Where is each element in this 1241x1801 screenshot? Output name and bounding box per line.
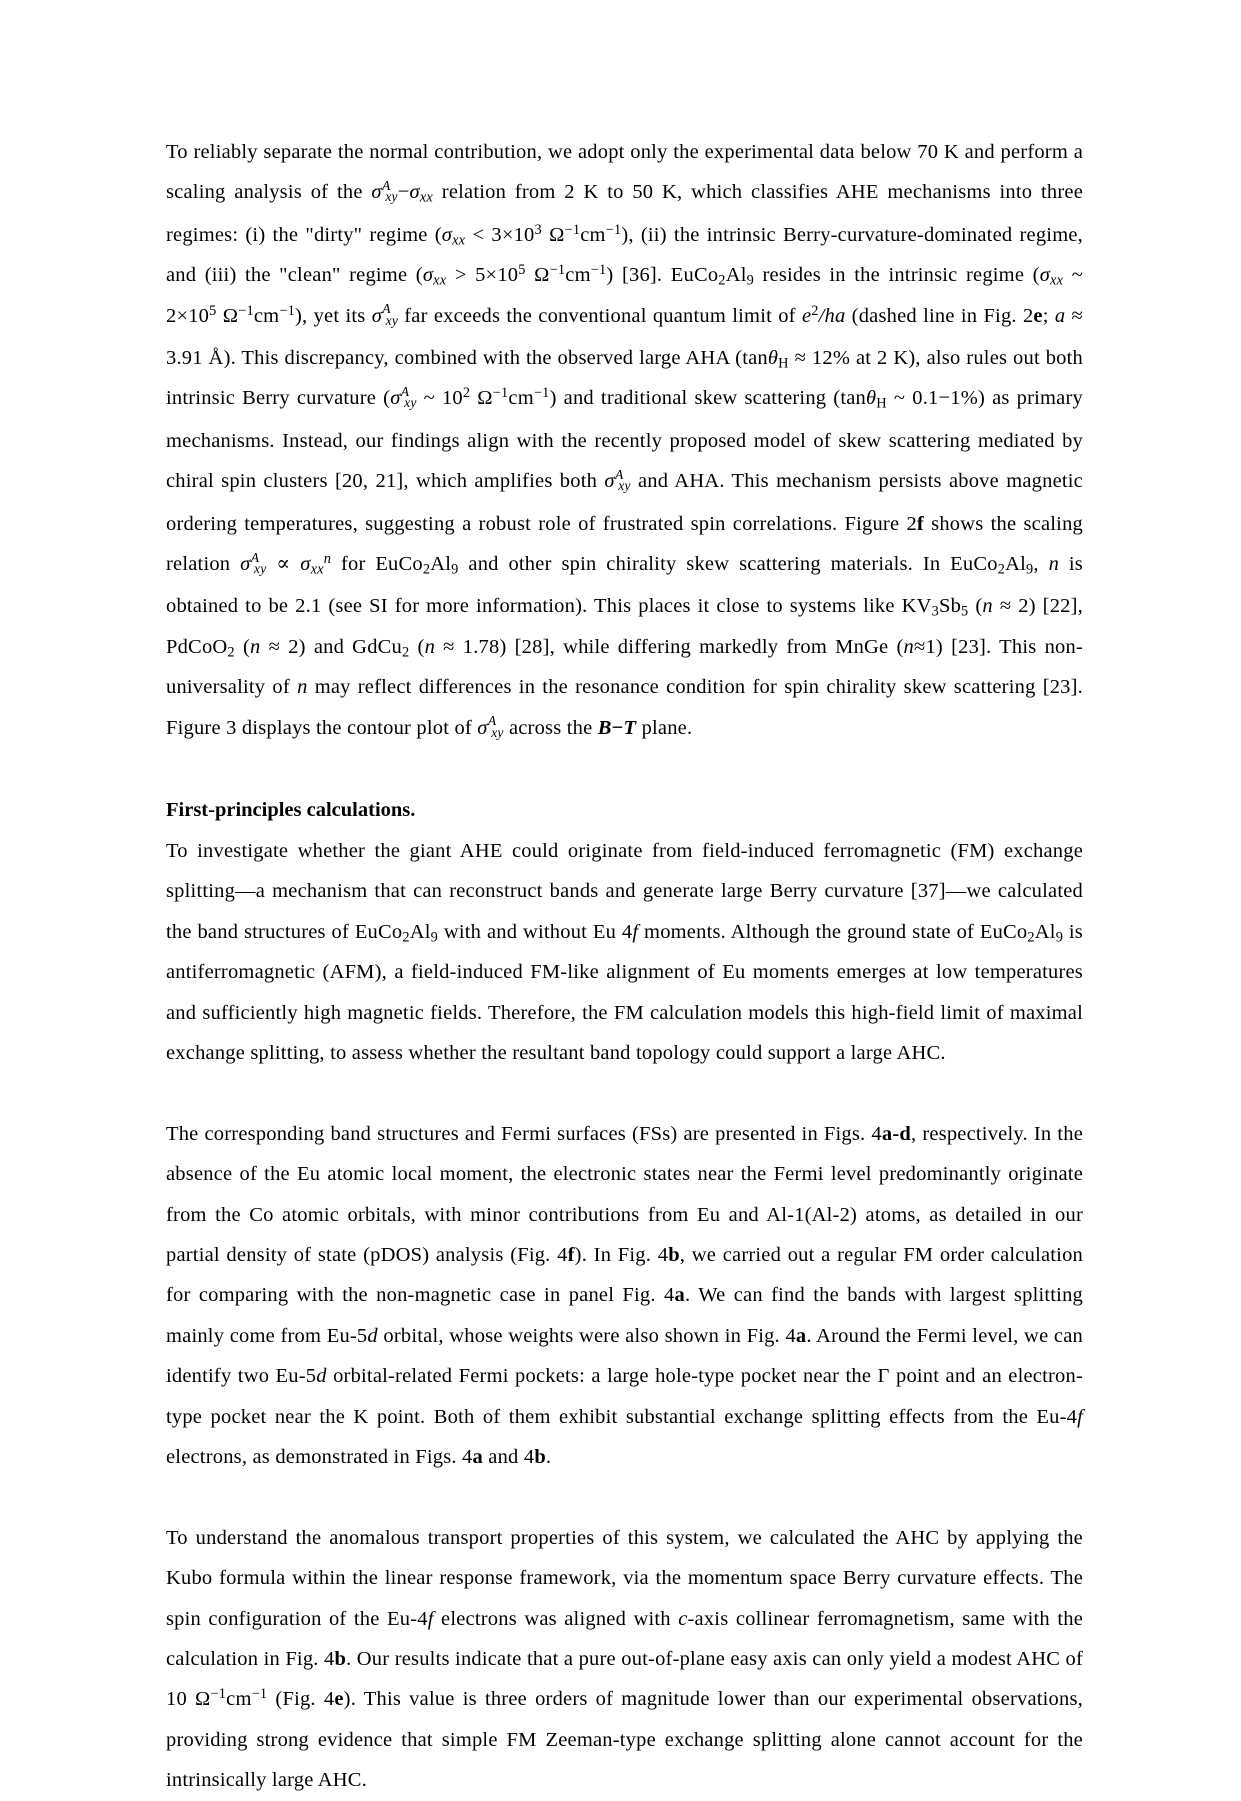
sigma-a-xy-symbol: $\sigma^Axy$ xyxy=(604,466,631,494)
sigma-a-xy-symbol: $\sigma^Axy$ xyxy=(371,301,399,328)
sigma-a-xy-symbol: $\sigma^Axy$ xyxy=(371,178,398,205)
paragraph-band-structures: The corresponding band structures and Fermi surfaces (FSs) are presented in Figs. 4a-d, respectively. In the absence of the Eu atomic local moment, the electronic states near the Fermi level predominantly originate from the Co atomic orbitals, with minor contributions from Eu and Al-1(Al-2) atoms, as detailed in our partial density of state (pDOS) analysis (Fig. 4f). In Fig. 4b, we carried out a regular FM order calculation for comparing with the non-magnetic case in panel Fig. 4a. We can find the bands with largest splitting mainly come from Eu-5d orbital, whose weights were also shown in Fig. 4a. Around the Fermi level, we can identify two Eu-5d orbital-related Fermi pockets: a large hole-type pocket near the Γ point and an electron-type pocket near the K point. Both of them exhibit substantial exchange splitting effects from the Eu-4f electrons, as demonstrated in Figs. 4a and 4b. xyxy=(166,1122,1084,1468)
sigma-a-xy-symbol: $\sigma^Axy$ xyxy=(240,549,267,577)
section-heading-first-principles: First-principles calculations. xyxy=(166,799,416,822)
sigma-a-xy-symbol: $\sigma^Axy$ xyxy=(390,384,417,411)
sigma-a-xy-symbol: $\sigma^Axy$ xyxy=(477,713,504,740)
paragraph-first-principles-intro: To investigate whether the giant AHE could originate from field-induced ferromagnetic (FM) exchange splitting—a mechanism that can reconstruct bands and generate large Berry curvature [37]—we calculated the band structures of $EuCo_2Al_9$ with and without Eu 4f moments. Although the ground state of $EuCo_2Al_9$ is antiferromagnetic (AFM), a field-induced FM-like alignment of Eu moments emerges at low temperatures and sufficiently high magnetic fields. Therefore, the FM calculation models this high-field limit of maximal exchange splitting, to assess whether the resultant band topology could support a large AHC. xyxy=(166,839,1083,1064)
paragraph-scaling-analysis: To reliably separate the normal contribution, we adopt only the experimental data below 70 K and perform a scaling analysis of the $\sigma^Axy-\sigma_{xx}$ relation from 2 K to 50 K, which classifies AHE mechanisms into three regimes: (i) the "dirty" regime ($\sigma_{xx} < 3\times 10^3$ $\Omega^{-1}cm^{-1}$), (ii) the intrinsic Berry-curvature-dominated regime, and (iii) the "clean" regime ($\sigma_{xx} > 5\times 10^5$ $\Omega^{-1}cm^{-1}$) [36]. $EuCo_2Al_9$ resides in the intrinsic regime ($\sigma_{xx}$ ~ $2\times 10^5$ $\Omega^{-1}cm^{-1}$), yet its $\sigma^Axy$ far exceeds the conventional quantum limit of $e^2/ha$ (dashed line in Fig. 2e; a ≈ 3.91 Å). This discrepancy, combined with the observed large AHA (tanθ$_H$ ≈ 12% at 2 K), also rules out both intrinsic Berry curvature ($\sigma^Axy$ ~ $10^2$ $\Omega^{-1}cm^{-1}$) and traditional skew scattering (tanθ$_H$ ~ 0.1−1%) as primary mechanisms. Instead, our findings align with the recently proposed model of skew scattering mediated by chiral spin clusters [20, 21], which amplifies both $\sigma^Axy$ and AHA. This mechanism persists above magnetic ordering temperatures, suggesting a robust role of frustrated spin correlations. Figure 2f shows the scaling relation $\sigma^Axy \propto \sigma_{xx}^n$ for $EuCo_2Al_9$ and other spin chirality skew scattering materials. In $EuCo_2Al_9$, n is obtained to be 2.1 (see SI for more information). This places it close to systems like $KV_3Sb_5$ (n ≈ 2) [22], PdCoO$_2$ (n ≈ 2) and GdCu$_2$ (n ≈ 1.78) [28], while differing markedly from MnGe (n≈1) [23]. This non-universality of n may reflect differences in the resonance condition for spin chirality skew scattering [23]. Figure 3 displays the contour plot of $\sigma^Axy$ across the B−T plane. xyxy=(166,132,1083,750)
paragraph-ahc-kubo: To understand the anomalous transport properties of this system, we calculated the AHC by applying the Kubo formula within the linear response framework, via the momentum space Berry curvature effects. The spin configuration of the Eu-4f electrons was aligned with c-axis collinear ferromagnetism, same with the calculation in Fig. 4b. Our results indicate that a pure out-of-plane easy axis can only yield a modest AHC of 10 $\Omega^{-1}cm^{-1}$ (Fig. 4e). This value is three orders of magnitude lower than our experimental observations, providing strong evidence that simple FM Zeeman-type exchange splitting alone cannot account for the intrinsically large AHC. xyxy=(166,1526,1083,1792)
